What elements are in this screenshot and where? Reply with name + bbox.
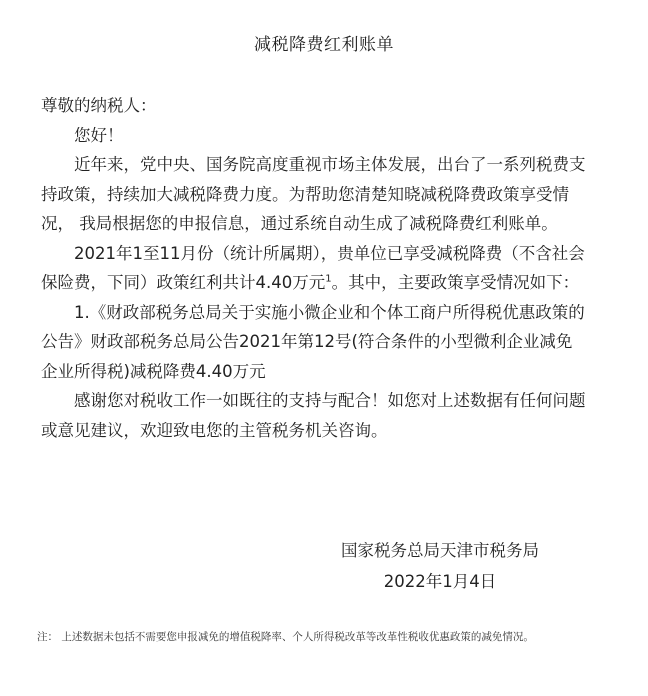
paragraph-total [41, 239, 586, 298]
paragraph-intro: 近年来，党中央、国务院高度重视市场主体发展，出台了一系列税费支持政策，持续加大减税降费力度。为帮助您清楚知晓减税降费政策享受情况， 我局根据您的申报信息，通过系统自动生成了减税降费红利账单。 [41, 155, 586, 233]
paragraph-thanks: 感谢您对税收工作一如既往的支持与配合！如您对上述数据有任何问题或意见建议，欢迎致电您的主管税务机关咨询。 [41, 391, 586, 440]
signature-date: 2022年1月4日 [383, 572, 497, 591]
policy-item-1: 1.《财政部税务总局关于实施小微企业和个体工商户所得税优惠政策的公告》财政部税务总局公告2021年第12号(符合条件的小型微利企业减免企业所得税)减税降费4.40万元 [41, 302, 585, 381]
signature-org: 国家税务总局天津市税务局 [341, 541, 539, 560]
letter-body [41, 91, 586, 445]
greeting: 您好！ [74, 125, 124, 145]
footnote: 注： 上述数据未包括不需要您申报减免的增值税降率、个人所得税改革等改革性税收优惠政策的减免情况。 [37, 631, 534, 643]
paragraph-total-tail: 。其中，主要政策享受情况如下： [331, 273, 580, 292]
document-title: 减税降费红利账单 [254, 35, 394, 55]
salutation: 尊敬的纳税人： [41, 96, 157, 115]
footnote-marker: 1 [325, 273, 332, 285]
paragraph-total-text: 2021年1至11月份（统计所属期），贵单位已享受减税降费（不含社会保险费，下同）政策红利共计4.40万元 [41, 243, 585, 292]
